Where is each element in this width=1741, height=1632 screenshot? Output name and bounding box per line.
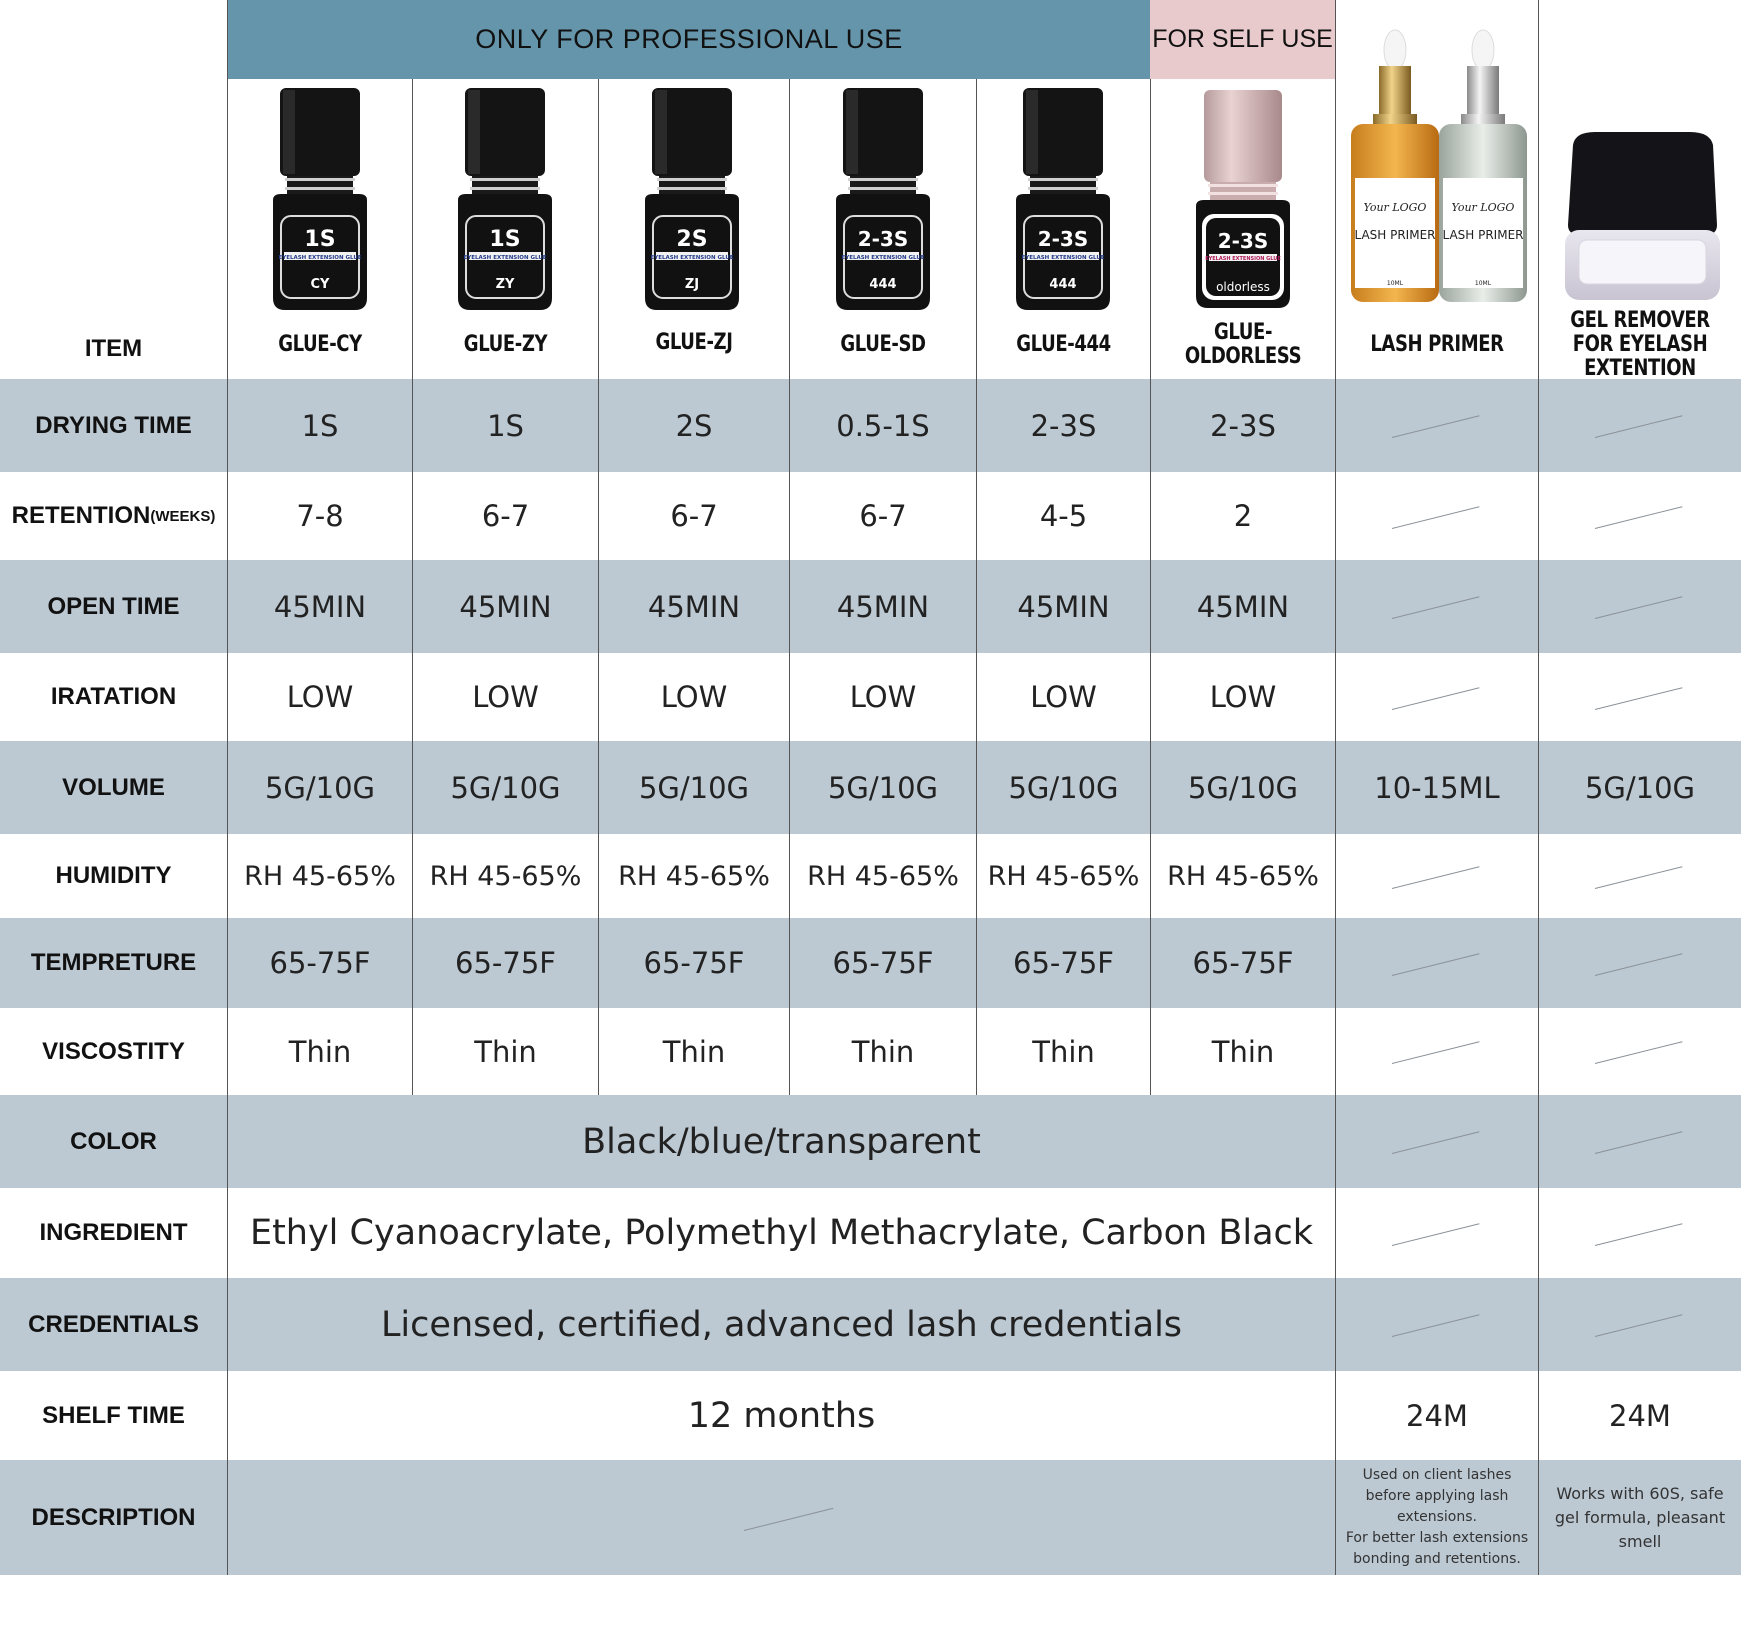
product-name-text: GLUE-OLDORLESS xyxy=(1184,320,1302,369)
bottle-type-label: EYELASH EXTENSION GLUE xyxy=(463,255,547,261)
primer-size-text: 10ML xyxy=(1386,280,1404,287)
row-label-drying-time: DRYING TIME xyxy=(35,411,192,439)
credentials-value: Licensed, certified, advanced lash credentials xyxy=(380,1304,1183,1345)
bottle-code-label: oldorless xyxy=(1216,280,1270,294)
value-cell: 5G/10G xyxy=(1584,770,1696,805)
bottle-glue-oldorless-icon xyxy=(1188,90,1298,310)
value-cell: 65-75F xyxy=(269,946,371,980)
bottle-glue-cy-icon xyxy=(265,88,375,313)
row-label-open-time: OPEN TIME xyxy=(47,592,180,620)
bottle-code-label: ZJ xyxy=(684,277,700,292)
row-label-ingredient: INGREDIENT xyxy=(39,1219,188,1246)
primer-logo-text: Your LOGO xyxy=(1363,201,1427,214)
bottle-time-label: 1S xyxy=(304,227,336,252)
color-value: Black/blue/transparent xyxy=(582,1121,981,1162)
product-name-glue-zj xyxy=(616,318,772,368)
row-label-tempreture: TEMPRETURE xyxy=(30,949,197,976)
row-label-retention: RETENTION (WEEKS) xyxy=(11,502,216,529)
value-cell: 1S xyxy=(301,408,339,443)
primer-bottle-text: LASH PRIMER xyxy=(1354,228,1436,242)
bottle-time-label: 2-3S xyxy=(1037,227,1089,251)
self-use-header-text: FOR SELF USE xyxy=(1152,25,1333,53)
dash-mark xyxy=(1595,1041,1683,1064)
value-cell: LOW xyxy=(660,680,728,714)
product-name-glue-cy xyxy=(245,320,396,370)
value-cell: 2-3S xyxy=(1210,408,1276,443)
shelf-time-remover-value: 24M xyxy=(1609,1398,1671,1433)
value-cell: RH 45-65% xyxy=(987,860,1140,892)
product-name-gel-remover xyxy=(1557,308,1723,381)
value-cell: LOW xyxy=(286,680,354,714)
bottle-time-label: 2S xyxy=(676,227,708,252)
value-cell: 0.5-1S xyxy=(836,408,930,443)
product-name-text: LASH PRIMER xyxy=(1370,332,1504,357)
product-name-text: GLUE-ZJ xyxy=(655,330,733,355)
value-cell: 10-15ML xyxy=(1374,770,1500,805)
bottle-time-label: 2-3S xyxy=(1217,229,1269,253)
bottle-type-label: EYELASH EXTENSION GLUE xyxy=(650,255,734,261)
value-cell: 45MIN xyxy=(836,589,930,624)
row-label-viscostity: VISCOSTITY xyxy=(42,1037,185,1065)
bottle-type-label: EYELASH EXTENSION GLUE xyxy=(1205,256,1281,262)
row-label-description: DESCRIPTION xyxy=(31,1503,196,1531)
bottle-glue-zj-icon xyxy=(637,88,747,313)
bottle-code-label: CY xyxy=(310,277,330,292)
bottle-code-label: 444 xyxy=(869,277,897,292)
bottle-type-label: EYELASH EXTENSION GLUE xyxy=(841,255,925,261)
value-cell: 45MIN xyxy=(1196,589,1290,624)
bottle-time-label: 2-3S xyxy=(857,227,909,251)
value-cell: Thin xyxy=(851,1034,915,1069)
dash-mark xyxy=(1392,1041,1480,1064)
row-label-shelf-time: SHELF TIME xyxy=(42,1401,185,1429)
dash-mark xyxy=(1392,506,1480,529)
item-label xyxy=(0,320,227,378)
shelf-time-value: 12 months xyxy=(687,1395,876,1436)
value-cell: 5G/10G xyxy=(450,770,561,805)
value-cell: 2S xyxy=(675,408,713,443)
professional-use-header xyxy=(228,0,1150,79)
value-cell: RH 45-65% xyxy=(618,860,770,892)
value-cell: 5G/10G xyxy=(827,770,939,805)
value-cell: RH 45-65% xyxy=(807,860,959,892)
value-cell: 7-8 xyxy=(296,499,344,533)
value-cell: Thin xyxy=(1211,1034,1275,1069)
row-label-credentials: CREDENTIALS xyxy=(28,1310,199,1338)
value-cell: 65-75F xyxy=(643,946,745,980)
value-cell: Thin xyxy=(662,1034,726,1069)
lash-primer-bottles-icon xyxy=(1345,28,1530,308)
product-name-glue-sd xyxy=(807,320,960,370)
value-cell: 65-75F xyxy=(832,946,934,980)
product-name-text: GLUE-CY xyxy=(278,332,362,357)
value-cell: LOW xyxy=(849,680,917,714)
value-cell: 6-7 xyxy=(670,499,718,533)
value-cell: LOW xyxy=(472,680,539,714)
dash-mark xyxy=(1392,1223,1480,1246)
value-cell: 45MIN xyxy=(1017,589,1110,624)
value-cell: 5G/10G xyxy=(638,770,750,805)
value-cell: Thin xyxy=(288,1034,352,1069)
bottle-time-label: 1S xyxy=(489,227,521,252)
value-cell: 1S xyxy=(487,408,524,443)
value-cell: LOW xyxy=(1209,680,1277,714)
value-cell: 2-3S xyxy=(1030,408,1097,443)
product-name-glue-444 xyxy=(993,320,1135,370)
value-cell: 5G/10G xyxy=(1008,770,1119,805)
primer-bottle-text: LASH PRIMER xyxy=(1442,228,1524,242)
value-cell: 65-75F xyxy=(1192,946,1294,980)
value-cell: 5G/10G xyxy=(1187,770,1299,805)
product-name-glue-oldorless xyxy=(1168,320,1319,370)
value-cell: 45MIN xyxy=(647,589,741,624)
ingredient-value: Ethyl Cyanoacrylate, Polymethyl Methacrylate, Carbon Black xyxy=(249,1213,1314,1253)
product-name-text: GLUE-SD xyxy=(840,332,926,357)
product-name-glue-zy xyxy=(430,320,582,370)
product-name-text: GLUE-ZY xyxy=(463,332,548,357)
value-cell: 6-7 xyxy=(859,499,907,533)
shelf-time-primer-value: 24M xyxy=(1406,1398,1468,1433)
bottle-type-label: EYELASH EXTENSION GLUE xyxy=(1021,255,1105,261)
bottle-code-label: ZY xyxy=(495,277,515,292)
primer-logo-text: Your LOGO xyxy=(1451,201,1515,214)
dash-mark xyxy=(1392,687,1480,710)
primer-size-text: 10ML xyxy=(1474,280,1492,287)
bottle-type-label: EYELASH EXTENSION GLUE xyxy=(278,255,362,261)
value-cell: 5G/10G xyxy=(264,770,376,805)
dash-mark xyxy=(1595,1223,1683,1246)
value-cell: RH 45-65% xyxy=(244,860,396,892)
value-cell: 45MIN xyxy=(459,589,552,624)
row-label-iratation: IRATATION xyxy=(50,683,177,710)
row-label-humidity: HUMIDITY xyxy=(55,862,172,889)
value-cell: RH 45-65% xyxy=(429,860,582,892)
self-use-header xyxy=(1150,0,1335,79)
bottle-glue-zy-icon xyxy=(450,88,560,313)
bottle-code-label: 444 xyxy=(1049,277,1077,292)
dash-mark xyxy=(1595,687,1683,710)
value-cell: 2 xyxy=(1233,499,1253,533)
primer-description: Used on client lashes before applying lash extensions. For better lash extensions bonding and retentions. xyxy=(1345,1467,1529,1567)
product-name-text: GEL REMOVER FOR EYELASH EXTENTION xyxy=(1570,308,1710,381)
value-cell: 65-75F xyxy=(455,946,556,980)
value-cell: Thin xyxy=(1032,1034,1095,1069)
value-cell: 65-75F xyxy=(1013,946,1114,980)
bottle-glue-444-icon xyxy=(1008,88,1118,313)
dash-mark xyxy=(1595,506,1683,529)
value-cell: 6-7 xyxy=(481,499,530,533)
product-name-lash-primer xyxy=(1354,320,1520,370)
item-label-text: ITEM xyxy=(84,335,143,362)
value-cell: RH 45-65% xyxy=(1167,860,1319,892)
professional-use-header-text: ONLY FOR PROFESSIONAL USE xyxy=(475,24,903,54)
row-label-volume: VOLUME xyxy=(62,773,165,801)
value-cell: 45MIN xyxy=(273,589,367,624)
retention-unit: (WEEKS) xyxy=(150,507,216,525)
value-cell: LOW xyxy=(1030,680,1097,714)
dash-mark xyxy=(1595,866,1683,889)
remover-description: Works with 60S, safe gel formula, pleasant smell xyxy=(1554,1483,1726,1551)
dash-mark xyxy=(1392,866,1480,889)
product-name-text: GLUE-444 xyxy=(1016,332,1111,357)
row-label-color: COLOR xyxy=(70,1127,157,1155)
value-cell: Thin xyxy=(474,1034,537,1069)
bottle-glue-sd-icon xyxy=(828,88,938,313)
gel-remover-jar-icon xyxy=(1555,130,1730,305)
value-cell: 4-5 xyxy=(1039,499,1088,533)
